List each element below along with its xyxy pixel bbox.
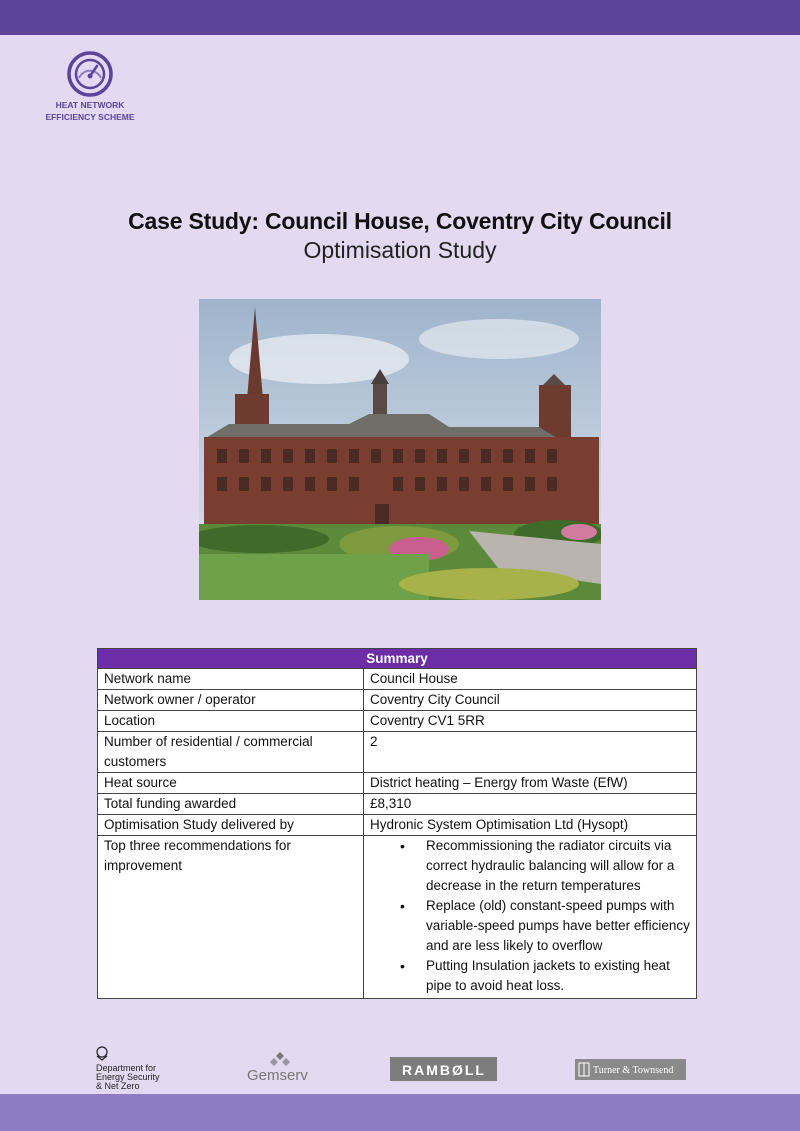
recommendations-cell — [364, 836, 697, 999]
recommendations-list — [370, 836, 690, 998]
summary-header-row — [98, 649, 697, 669]
heat-network-logo — [40, 50, 140, 122]
table-row — [98, 732, 697, 773]
row-label-network-name: Network name — [98, 669, 364, 690]
turner-text: Turner & Townsend — [593, 1065, 674, 1076]
row-value-owner: Coventry City Council — [364, 690, 697, 711]
desnz-line3: & Net Zero — [96, 1081, 140, 1091]
row-value-delivered-by: Hydronic System Optimisation Ltd (Hysopt) — [364, 815, 697, 836]
logo-text-line1: HEAT NETWORK — [55, 100, 125, 110]
row-label-funding: Total funding awarded — [98, 794, 364, 815]
row-value-funding: £8,310 — [364, 794, 697, 815]
ramboll-text: RAMBØLL — [402, 1062, 486, 1078]
page-title: Case Study: Council House, Coventry City Council — [128, 208, 672, 234]
desnz-line1: Department for — [96, 1063, 157, 1073]
table-row — [98, 773, 697, 794]
table-row — [98, 815, 697, 836]
crest-icon — [97, 1047, 107, 1060]
summary-table — [97, 648, 697, 999]
partner-logos — [90, 1044, 710, 1092]
row-label-heat-source: Heat source — [98, 773, 364, 794]
gemserv-logo — [247, 1052, 308, 1084]
list-item: • Replace (old) constant-speed pumps with variable-speed pumps have better efficiency and are less likely to overflow — [400, 896, 690, 956]
gemserv-text: Gemserv — [247, 1067, 308, 1084]
bottom-banner — [0, 1094, 800, 1131]
page-subtitle: Optimisation Study — [303, 237, 497, 263]
row-label-recommendations: Top three recommendations for improvement — [98, 836, 364, 999]
row-value-location: Coventry CV1 5RR — [364, 711, 697, 732]
summary-heading: Summary — [98, 649, 697, 669]
desnz-logo — [96, 1047, 160, 1091]
table-row — [98, 690, 697, 711]
gauge-icon — [66, 50, 114, 98]
council-house-photo — [199, 299, 601, 600]
row-label-owner: Network owner / operator — [98, 690, 364, 711]
table-row — [98, 794, 697, 815]
diamond-icon — [270, 1052, 290, 1066]
row-label-location: Location — [98, 711, 364, 732]
title-block — [0, 208, 800, 264]
row-label-customers: Number of residential / commercial customers — [98, 732, 364, 773]
row-value-network-name: Council House — [364, 669, 697, 690]
top-banner — [0, 0, 800, 35]
table-row — [98, 711, 697, 732]
row-value-heat-source: District heating – Energy from Waste (EfW) — [364, 773, 697, 794]
list-item: • Recommissioning the radiator circuits via correct hydraulic balancing will allow for a decrease in the return temperatures — [400, 836, 690, 896]
ramboll-logo — [390, 1057, 497, 1081]
table-row — [98, 836, 697, 999]
list-item: • Putting Insulation jackets to existing heat pipe to avoid heat loss. — [400, 956, 690, 996]
turner-townsend-logo — [575, 1059, 686, 1080]
desnz-line2: Energy Security — [96, 1072, 160, 1082]
row-label-delivered-by: Optimisation Study delivered by — [98, 815, 364, 836]
logo-text-line2: EFFICIENCY SCHEME — [45, 112, 135, 122]
table-row — [98, 669, 697, 690]
row-value-customers: 2 — [364, 732, 697, 773]
